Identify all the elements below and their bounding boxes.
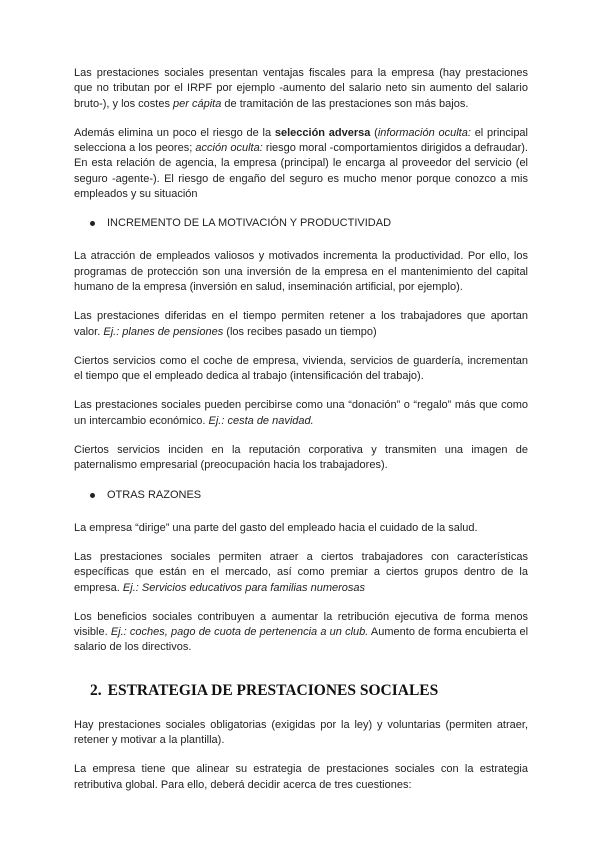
- paragraph-atraccion: La atracción de empleados valiosos y motivados incrementa la productividad. Por ello, los programas de protección son una inversión de la empresa en el mantenimiento del capital humano de la empresa (inversión en salud, inseminación artificial, por ejemplo).: [74, 250, 528, 293]
- paragraph-servicios-tiempo: Ciertos servicios como el coche de empresa, vivienda, servicios de guardería, incrementan el tiempo que el empleado dedica al trabajo (intensificación del trabajo).: [74, 354, 528, 383]
- paragraph-obligatorias-voluntarias: Hay prestaciones sociales obligatorias (exigidas por la ley) y voluntarias (permiten atraer, retener y motivar a la plantilla).: [74, 718, 528, 747]
- bullet-motivacion: INCREMENTO DE LA MOTIVACIÓN Y PRODUCTIVIDAD: [90, 216, 528, 231]
- section-heading: 2. ESTRATEGIA DE PRESTACIONES SOCIALES: [90, 681, 439, 699]
- paragraph-reputacion: Ciertos servicios inciden en la reputación corporativa y transmiten una imagen de paternalismo empresarial (preocupación hacia los trabajadores).: [74, 444, 528, 472]
- paragraph-salud: La empresa “dirige” una parte del gasto del empleado hacia el cuidado de la salud.: [74, 521, 478, 534]
- paragraph-prestaciones-diferidas: Las prestaciones diferidas en el tiempo permiten retener a los trabajadores que aportan valor. Ej.: planes de pensiones (los recibes pasado un tiempo): [74, 310, 528, 338]
- bullet-dot-icon: [90, 221, 95, 226]
- paragraph-retribucion-ejecutiva: Los beneficios sociales contribuyen a aumentar la retribución ejecutiva de forma menos visible. Ej.: coches, pago de cuota de pertenencia a un club. Aumento de forma encubierta el salario de los directivos.: [74, 610, 529, 654]
- paragraph-ventajas-fiscales: Las prestaciones sociales presentan ventajas fiscales para la empresa (hay prestaciones que no tributan por el IRPF por ejemplo -aumento del salario neto sin aumento del salario bruto-), y los costes per cápita de tramitación de las prestaciones son más bajos.: [74, 67, 528, 110]
- paragraph-seleccion-adversa: Además elimina un poco el riesgo de la selección adversa (información oculta: el principal selecciona a los peores; acción oculta: riesgo moral -comportamientos dirigidos a defraudar). En esta relación de agencia, la empresa (principal) le encarga al proveedor del servicio (el seguro -agente-). El riesgo de engaño del seguro es mucho menor porque conozco a mis empleados y su situación: [74, 126, 528, 201]
- paragraph-alinear-estrategia: La empresa tiene que alinear su estrategia de prestaciones sociales con la estrategia retributiva global. Para ello, deberá decidir acerca de tres cuestiones:: [74, 763, 528, 791]
- bullet-dot-icon: [90, 493, 95, 498]
- paragraph-atraer-trabajadores: Las prestaciones sociales permiten atraer a ciertos trabajadores con características específicas que están en el mercado, así como premiar a ciertos grupos dentro de la empresa. Ej.: Servicios educativos para familias numerosas: [74, 550, 528, 594]
- bullet-otras-razones: OTRAS RAZONES: [90, 488, 528, 503]
- paragraph-donacion: Las prestaciones sociales pueden percibirse como una “donación” o “regalo” más que como un intercambio económico. Ej.: cesta de navidad.: [74, 399, 528, 427]
